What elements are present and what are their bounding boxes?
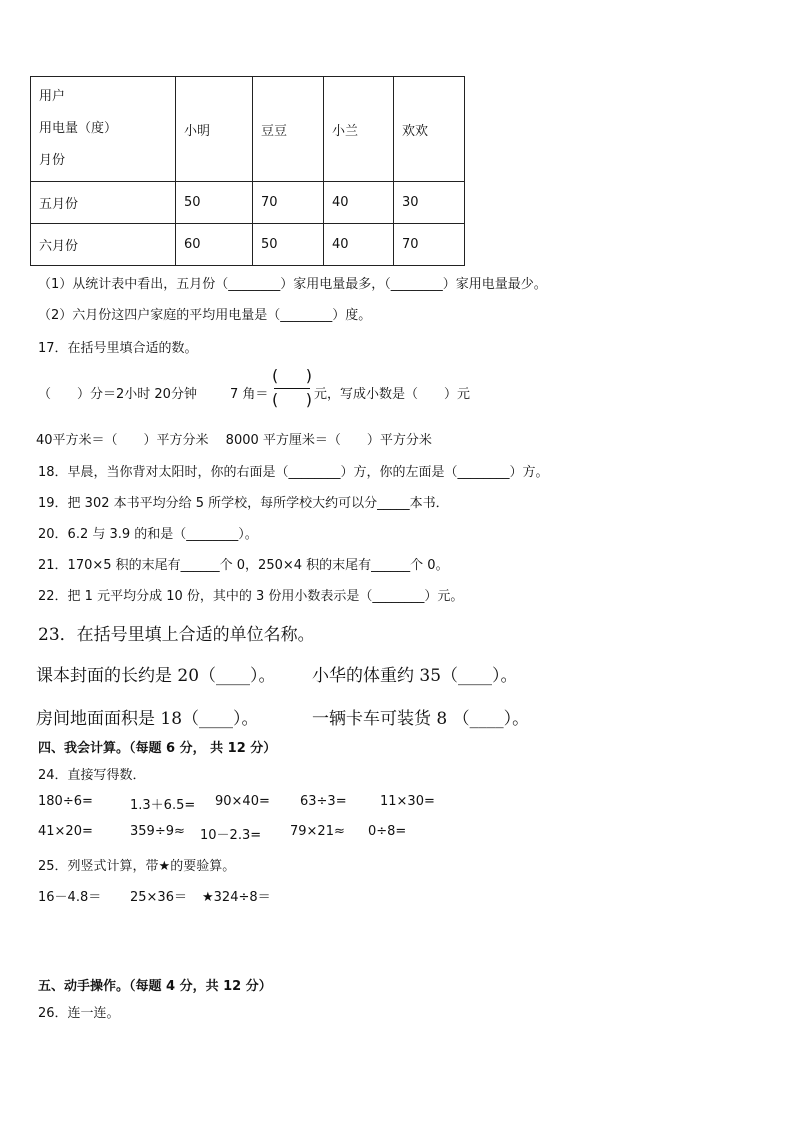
column-header: 小明: [176, 77, 253, 182]
calc-item: 180÷6=: [38, 794, 93, 809]
row-label: 五月份: [31, 182, 176, 224]
question-20: 20．6.2 与 3.9 的和是（________）。: [38, 527, 258, 542]
table-row: [31, 182, 465, 224]
column-header: 小兰: [324, 77, 394, 182]
question-24-title: 24．直接写得数．: [38, 768, 146, 783]
calc-item: 63÷3=: [300, 794, 347, 809]
table-row: [31, 224, 465, 266]
question-25-title: 25．列竖式计算，带★的要验算。: [38, 859, 236, 874]
section-4-heading: 四、我会计算。（每题 6 分， 共 12 分）: [38, 741, 277, 756]
electricity-table: [30, 76, 465, 266]
question-17-title: 17．在括号里填合适的数。: [38, 341, 198, 356]
table-cell: 30: [394, 182, 465, 224]
calc-item: 41×20=: [38, 824, 93, 839]
header-line-user: 用户: [39, 89, 66, 104]
column-header: 欢欢: [394, 77, 465, 182]
calc-item: 10－2.3=: [200, 828, 262, 843]
calc-item: 25×36＝: [130, 890, 187, 905]
question-23-d: 一辆卡车可装货 8 （____）。: [312, 709, 530, 729]
header-line-usage: 用电量（度）: [39, 121, 118, 136]
question-16-part-1: （1）从统计表中看出，五月份（________）家用电量最多，（________）家用电量最少。: [38, 277, 547, 292]
question-17-b-suffix: 元，写成小数是（ ）元: [314, 387, 471, 402]
table-cell: 50: [253, 224, 324, 266]
table-cell: 70: [394, 224, 465, 266]
fraction-blank: ( ) ( ): [272, 366, 312, 409]
question-23-title: 23．在括号里填上合适的单位名称。: [38, 625, 315, 645]
question-18: 18．早晨，当你背对太阳时，你的右面是（________）方，你的左面是（________）方。: [38, 465, 549, 480]
question-23-b: 小华的体重约 35（____）。: [312, 666, 518, 686]
question-19: 19．把 302 本书平均分给 5 所学校，每所学校大约可以分_____本书．: [38, 496, 449, 511]
calc-item: 16－4.8＝: [38, 890, 102, 905]
question-17-b-prefix: 7 角＝: [230, 387, 269, 402]
calc-item: 359÷9≈: [130, 824, 185, 839]
calc-item: 1.3＋6.5=: [130, 798, 196, 813]
question-21: 21．170×5 积的末尾有______个 0，250×4 积的末尾有______个 0。: [38, 558, 449, 573]
table-cell: 40: [324, 224, 394, 266]
question-17-c: 40平方米＝（ ）平方分米 8000 平方厘米＝（ ）平方分米: [36, 433, 432, 448]
table-cell: 50: [176, 182, 253, 224]
header-line-month: 月份: [39, 153, 66, 168]
question-16-part-2: （2）六月份这四户家庭的平均用电量是（________）度。: [38, 308, 372, 323]
question-22: 22．把 1 元平均分成 10 份，其中的 3 份用小数表示是（________）元。: [38, 589, 464, 604]
question-23-a: 课本封面的长约是 20（____）。: [36, 666, 276, 686]
question-17-a: （ ）分＝2小时 20分钟: [38, 387, 197, 402]
row-label: 六月份: [31, 224, 176, 266]
table-cell: 70: [253, 182, 324, 224]
table-header-diagonal-cell: [31, 77, 176, 182]
calc-item: ★324÷8＝: [202, 890, 271, 905]
calc-item: 11×30=: [380, 794, 435, 809]
calc-item: 0÷8=: [368, 824, 407, 839]
column-header: 豆豆: [253, 77, 324, 182]
section-5-heading: 五、动手操作。（每题 4 分，共 12 分）: [38, 979, 272, 994]
question-23-c: 房间地面面积是 18（____）。: [36, 709, 259, 729]
calc-item: 90×40=: [215, 794, 270, 809]
table-cell: 60: [176, 224, 253, 266]
question-26-title: 26．连一连。: [38, 1006, 120, 1021]
calc-item: 79×21≈: [290, 824, 345, 839]
table-cell: 40: [324, 182, 394, 224]
